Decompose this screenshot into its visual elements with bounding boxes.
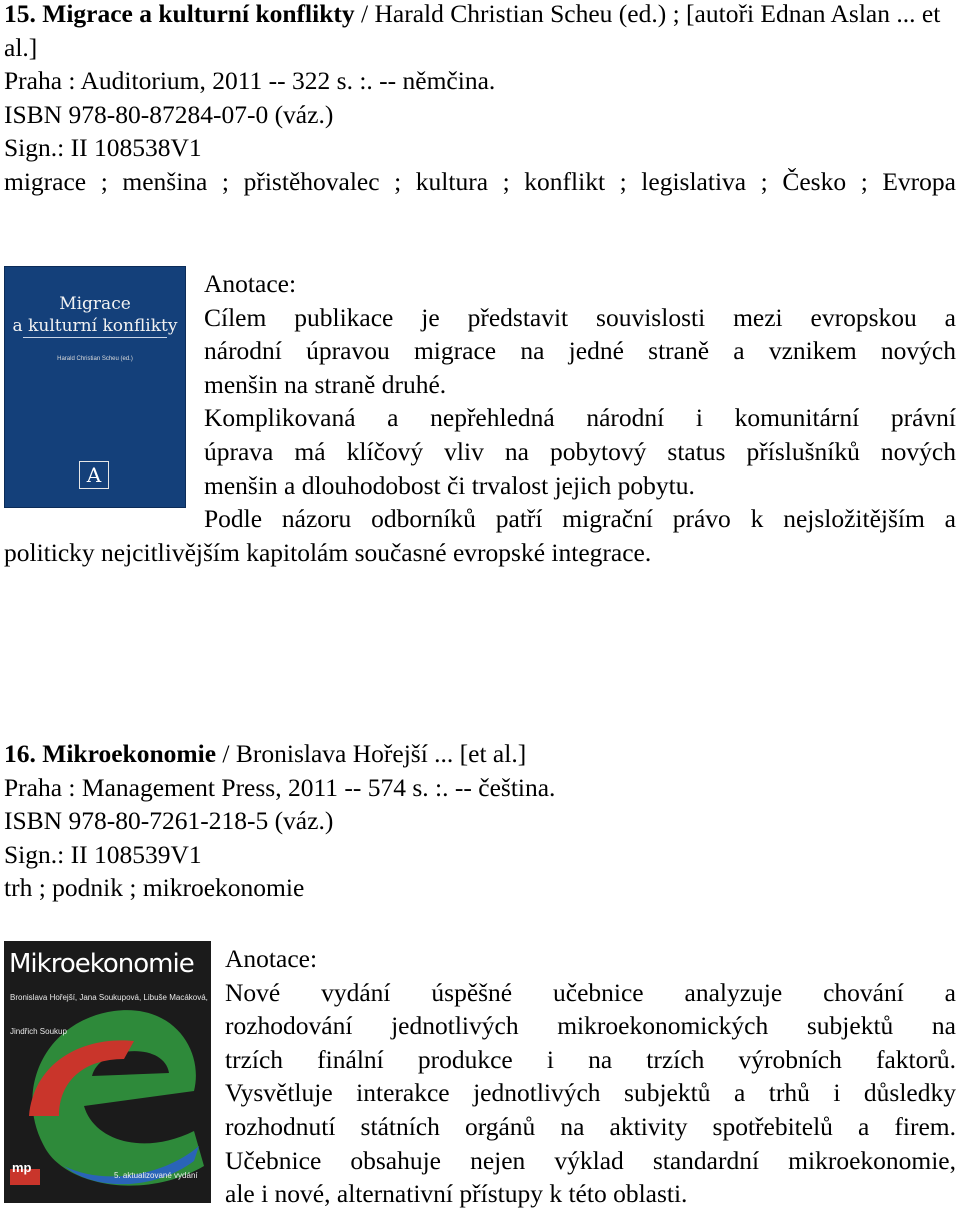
cover-edition: 5. aktualizované vydání xyxy=(114,1171,198,1181)
entry-title: Migrace a kulturní konflikty xyxy=(42,0,355,28)
entry-responsibility: / Bronislava Hořejší ... [et al.] xyxy=(216,739,527,768)
annotation-line: Cílem publikace je představit souvislosti mezi evropskou a xyxy=(204,302,956,332)
catalog-entry-15 xyxy=(4,0,956,199)
entry-number: 16. xyxy=(4,739,36,768)
cover-authors: Bronislava Hořejší, Jana Soukupová, Libuše Macáková, Jindřich Soukup xyxy=(10,993,208,1036)
annotation-line: Vysvětluje interakce jednotlivých subjektů a trhů i důsledky xyxy=(225,1078,956,1108)
entry-isbn: ISBN 978-80-7261-218-5 (váz.) xyxy=(4,806,334,836)
entry-heading xyxy=(4,0,956,64)
annotation-line: menšin a dlouhodobost či trvalost jejich pobytu. xyxy=(204,470,695,500)
entry-isbn: ISBN 978-80-87284-07-0 (váz.) xyxy=(4,99,334,129)
annotation-line: Komplikovaná a nepřehledná národní i komunitární právní xyxy=(204,403,956,433)
annotation-tail: politicky nejcitlivějším kapitolám současné evropské integrace. xyxy=(4,538,652,567)
annotation-line: trzích finální produkce i na trzích výrobních faktorů. xyxy=(225,1044,956,1074)
entry-heading xyxy=(4,737,956,771)
annotation-line: Podle názoru odborníků patří migrační právo k nejsložitějším a xyxy=(204,504,956,534)
annotation-16 xyxy=(225,942,956,1211)
annotation-line: menšin na straně druhé. xyxy=(204,369,447,399)
entry-signature: Sign.: II 108539V1 xyxy=(4,839,202,869)
annotation-line: rozhodnutí státních orgánů na aktivity spotřebitelů a firem. xyxy=(225,1111,956,1141)
annotation-15 xyxy=(204,267,956,536)
entry-keywords: migrace ; menšina ; přistěhovalec ; kultura ; konflikt ; legislativa ; Česko ; Evropa xyxy=(4,166,956,196)
book-cover-mikroekonomie xyxy=(4,941,211,1203)
annotation-label: Anotace: xyxy=(225,944,318,973)
cover-title: Mikroekonomie xyxy=(9,949,194,979)
annotation-line: Učebnice obsahuje nejen výklad standardní mikroekonomie, xyxy=(225,1145,956,1175)
cover-title: Migrace a kulturní konflikty xyxy=(12,294,178,336)
annotation-label: Anotace: xyxy=(204,269,297,298)
annotation-line: národní úpravou migrace na jedné straně a vznikem nových xyxy=(204,336,956,366)
annotation-line: rozhodování jednotlivých mikroekonomických subjektů na xyxy=(225,1011,956,1041)
entry-publication: Praha : Auditorium, 2011 -- 322 s. :. -- němčina. xyxy=(4,66,496,96)
annotation-line: ale i nové, alternativní přístupy k této oblasti. xyxy=(225,1179,688,1209)
entry-signature: Sign.: II 108538V1 xyxy=(4,133,202,163)
cover-rule xyxy=(23,337,167,338)
publisher-logo-icon: mp xyxy=(12,1160,32,1176)
annotation-line: úprava má klíčový vliv na pobytový status příslušníků nových xyxy=(204,436,956,466)
annotation-line: Nové vydání úspěšné učebnice analyzuje chování a xyxy=(225,977,956,1007)
entry-responsibility: / Harald Christian Scheu (ed.) ; [autoři Ednan Aslan ... et al.] xyxy=(4,0,941,62)
entry-number: 15. xyxy=(4,0,36,28)
catalog-entry-16 xyxy=(4,737,956,905)
entry-publication: Praha : Management Press, 2011 -- 574 s. :. -- čeština. xyxy=(4,772,556,802)
book-cover-migrace xyxy=(4,266,186,508)
entry-keywords: trh ; podnik ; mikroekonomie xyxy=(4,873,305,903)
entry-title: Mikroekonomie xyxy=(42,739,217,768)
publisher-logo-icon: A xyxy=(79,461,109,489)
cover-subtitle: Harald Christian Scheu (ed.) xyxy=(57,356,133,362)
